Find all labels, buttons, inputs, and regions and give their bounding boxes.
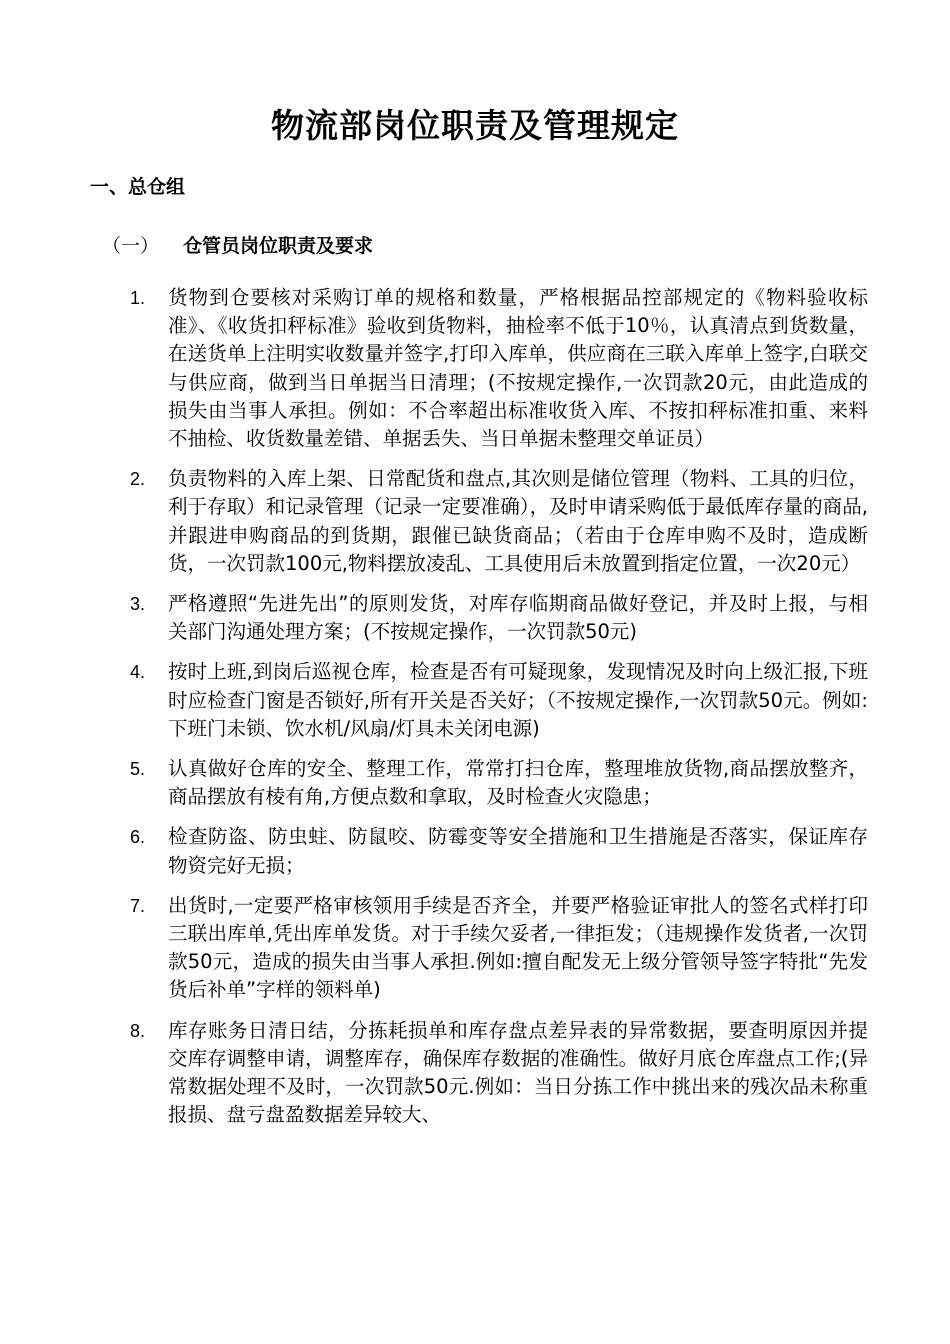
list-item-number: 4. (130, 662, 146, 683)
subsection-heading (102, 231, 373, 258)
list-item-text: 库存账务日清日结，分拣耗损单和库存盘点差异表的异常数据，要查明原因并提交库存调整申请，调整库存，确保库存数据的准确性。做好月底仓库盘点工作;(异常数据处理不及时，一次罚款50元.例如：当日分拣工作中挑出来的残次品未称重报损、盘亏盘盈数据差异较大、 (168, 1018, 868, 1127)
document-title: 物流部岗位职责及管理规定 (271, 106, 679, 145)
list-item-number: 3. (130, 594, 146, 615)
list-item-number: 8. (130, 1020, 146, 1041)
list-item-text: 出货时,一定要严格审核领用手续是否齐全，并要严格验证审批人的签名式样打印三联出库单,凭出库单发货。对于手续欠妥者,一律拒发；（违规操作发货者,一次罚款50元，造成的损失由当事人承担.例如:擅自配发无上级分管领导签字特批“先发货后补单”字样的领料单) (168, 893, 868, 1002)
list-item (0, 755, 950, 811)
list-item (0, 1017, 950, 1130)
list-item (0, 590, 950, 646)
list-item-text: 认真做好仓库的安全、整理工作，常常打扫仓库，整理堆放货物,商品摆放整齐，商品摆放有棱有角,方便点数和拿取，及时检查火灾隐患； (168, 757, 868, 809)
list-item-text: 严格遵照“先进先出”的原则发货，对库存临期商品做好登记，并及时上报，与相关部门沟通处理方案；(不按规定操作，一次罚款50元) (168, 592, 868, 644)
list-item (0, 892, 950, 1005)
list-item (0, 465, 950, 578)
list-item (0, 658, 950, 743)
list-item-number: 1. (130, 288, 146, 308)
list-item-number: 6. (130, 827, 146, 848)
section-heading: 一、总仓组 (90, 176, 186, 198)
list-item-text: 货物到仓要核对采购订单的规格和数量，严格根据品控部规定的《物料验收标准》、《收货扣秤标准》验收到货物料，抽检率不低于10％，认真清点到货数量，在送货单上注明实收数量并签字,打印入库单，供应商在三联入库单上签字,白联交与供应商，做到当日单据当日清理；(不按规定操作,一次罚款20元，由此造成的损失由当事人承担。例如：不合率超出标准收货入库、不按扣秤标准扣重、来料不抽检、收货数量差错、单据丢失、当日单据未整理交单证员） (168, 286, 868, 451)
subsection-title: 仓管员岗位职责及要求 (183, 235, 374, 257)
list-item-text: 按时上班,到岗后巡视仓库，检查是否有可疑现象，发现情况及时向上级汇报,下班时应检查门窗是否锁好,所有开关是否关好；（不按规定操作,一次罚款50元。例如:下班门未锁、饮水机/风扇/灯具未关闭电源) (168, 660, 868, 740)
subsection-number: （一） (102, 235, 160, 257)
list-item-number: 5. (130, 759, 146, 780)
list-item-text: 检查防盗、防虫蛀、防鼠咬、防霉变等安全措施和卫生措施是否落实，保证库存物资完好无损； (168, 825, 868, 877)
list-item-text: 负责物料的入库上架、日常配货和盘点,其次则是储位管理（物料、工具的归位，利于存取）和记录管理（记录一定要准确），及时申请采购低于最低库存量的商品,并跟进申购商品的到货期，跟催已缺货商品；（若由于仓库申购不及时，造成断货，一次罚款100元,物料摆放凌乱、工具使用后未放置到指定位置，一次20元） (168, 467, 868, 575)
list-item (0, 284, 950, 453)
duty-list (0, 284, 950, 1141)
list-item (0, 823, 950, 879)
list-item-number: 2. (130, 469, 146, 490)
list-item-number: 7. (130, 895, 146, 916)
